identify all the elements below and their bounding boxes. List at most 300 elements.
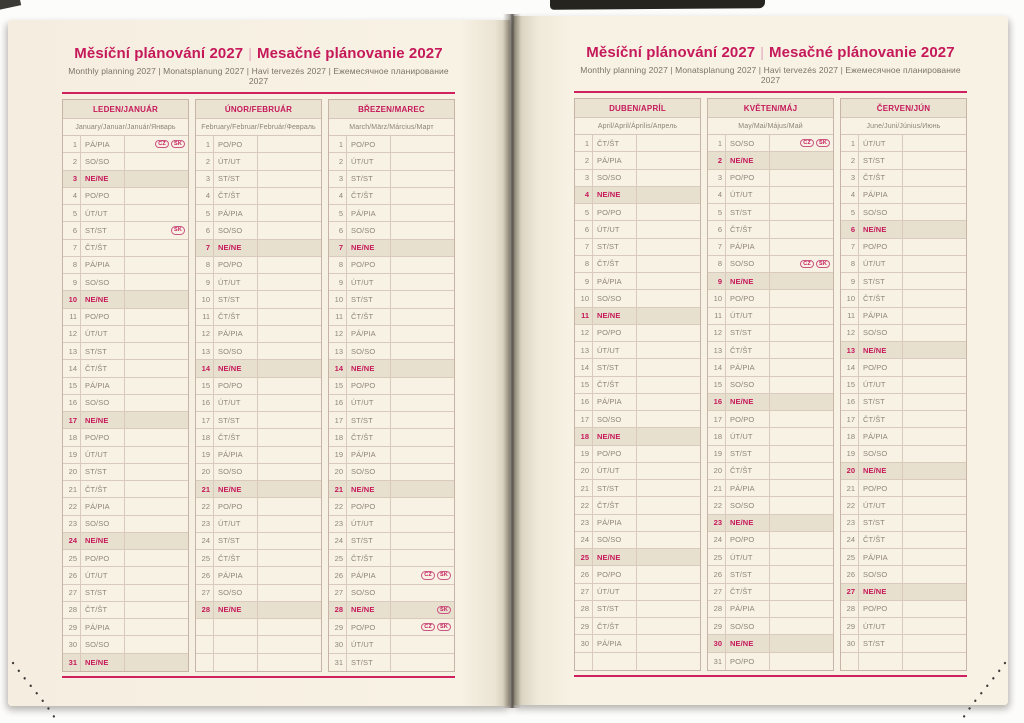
- day-abbr: ÚT/UT: [347, 516, 391, 532]
- page-title: [574, 44, 967, 61]
- day-row: [63, 464, 188, 481]
- day-number: 19: [329, 447, 347, 463]
- day-number: 25: [708, 549, 726, 565]
- day-row: [63, 498, 188, 515]
- notes-cell: [903, 515, 966, 531]
- day-row: [708, 170, 833, 187]
- day-abbr: PÁ/PIA: [859, 308, 903, 324]
- notes-cell: [637, 221, 700, 237]
- notes-cell: [258, 395, 321, 411]
- notes-cell: [391, 654, 454, 671]
- day-number: 20: [575, 463, 593, 479]
- day-number: 22: [63, 498, 81, 514]
- day-abbr: [593, 653, 637, 670]
- notes-cell: [258, 240, 321, 256]
- day-number: 9: [63, 274, 81, 290]
- day-number: 22: [575, 497, 593, 513]
- notes-cell: [903, 359, 966, 375]
- notes-cell: [258, 636, 321, 652]
- day-number: 21: [63, 481, 81, 497]
- day-number: 13: [329, 343, 347, 359]
- day-row: [841, 187, 966, 204]
- notes-cell: [637, 446, 700, 462]
- day-row: [708, 342, 833, 359]
- day-number: 1: [63, 136, 81, 152]
- page-title: [62, 45, 455, 62]
- day-row: [708, 618, 833, 635]
- day-abbr: ČT/ŠT: [214, 309, 258, 325]
- day-number: 2: [841, 152, 859, 168]
- notes-cell: [258, 619, 321, 635]
- day-number: 16: [329, 395, 347, 411]
- day-abbr: SO/SO: [214, 585, 258, 601]
- day-row: [196, 602, 321, 619]
- day-row: [329, 222, 454, 239]
- month-subtitle: March/März/Március/Март: [329, 119, 454, 136]
- day-row: [708, 325, 833, 342]
- day-row: [329, 291, 454, 308]
- day-row: [841, 152, 966, 169]
- day-row: [841, 515, 966, 532]
- day-abbr: SO/SO: [81, 395, 125, 411]
- notes-cell: [770, 446, 833, 462]
- page-subtitle: Monthly planning 2027 | Monatsplanung 2027 | Havi tervezés 2027 | Ежемесячное планирование 2027: [68, 66, 449, 86]
- day-abbr: PO/PO: [81, 309, 125, 325]
- notes-cell: [637, 342, 700, 358]
- month-name: ČERVEN/JÚN: [841, 99, 966, 118]
- day-number: 19: [63, 447, 81, 463]
- day-number: 9: [329, 274, 347, 290]
- day-row: [841, 394, 966, 411]
- day-abbr: PO/PO: [859, 480, 903, 496]
- notes-cell: [637, 480, 700, 496]
- day-abbr: NE/NE: [859, 221, 903, 237]
- day-row: [329, 274, 454, 291]
- notes-cell: [770, 480, 833, 496]
- day-abbr: ÚT/UT: [859, 135, 903, 151]
- day-number: 12: [329, 326, 347, 342]
- notes-cell: [391, 378, 454, 394]
- notes-cell: [391, 360, 454, 376]
- day-row: [329, 326, 454, 343]
- month-subtitle: April/April/Április/Апрель: [575, 118, 700, 135]
- day-row: [575, 428, 700, 445]
- notes-cell: [125, 188, 188, 204]
- notes-cell: [125, 274, 188, 290]
- day-abbr: NE/NE: [859, 342, 903, 358]
- notes-cell: [125, 205, 188, 221]
- notes-cell: [125, 291, 188, 307]
- notes-cell: [125, 654, 188, 671]
- day-row: [575, 497, 700, 514]
- notes-cell: [903, 273, 966, 289]
- day-row: [63, 240, 188, 257]
- notes-cell: [391, 619, 454, 635]
- day-row: [196, 378, 321, 395]
- day-row: [841, 463, 966, 480]
- day-number: 5: [63, 205, 81, 221]
- day-abbr: ST/ST: [214, 171, 258, 187]
- day-number: 18: [329, 429, 347, 445]
- day-number: 27: [196, 585, 214, 601]
- notes-cell: [391, 188, 454, 204]
- month-name: ÚNOR/FEBRUÁR: [196, 100, 321, 119]
- day-row: [329, 429, 454, 446]
- holiday-badge-sk: SK: [171, 226, 185, 235]
- day-abbr: ČT/ŠT: [726, 584, 770, 600]
- day-abbr: PÁ/PIA: [859, 187, 903, 203]
- day-number: 29: [63, 619, 81, 635]
- day-abbr: NE/NE: [593, 308, 637, 324]
- notes-cell: [637, 359, 700, 375]
- day-row: [329, 395, 454, 412]
- day-number: 27: [329, 585, 347, 601]
- day-number: 25: [841, 549, 859, 565]
- day-number: 22: [196, 498, 214, 514]
- day-abbr: PÁ/PIA: [81, 619, 125, 635]
- notes-cell: [258, 378, 321, 394]
- day-abbr: ÚT/UT: [214, 395, 258, 411]
- day-row: [63, 412, 188, 429]
- notes-cell: [903, 428, 966, 444]
- notes-cell: [125, 636, 188, 652]
- day-number: 14: [63, 360, 81, 376]
- day-abbr: ST/ST: [593, 601, 637, 617]
- day-row: [575, 204, 700, 221]
- day-number: 26: [841, 566, 859, 582]
- day-row: [329, 602, 454, 619]
- day-abbr: NE/NE: [726, 152, 770, 168]
- day-number: 7: [575, 239, 593, 255]
- day-abbr: PÁ/PIA: [347, 326, 391, 342]
- month-subtitle: February/Februar/Február/Февраль: [196, 119, 321, 136]
- notes-cell: [125, 343, 188, 359]
- day-number: 27: [63, 585, 81, 601]
- day-number: [841, 653, 859, 670]
- day-number: 22: [841, 497, 859, 513]
- day-abbr: SO/SO: [214, 464, 258, 480]
- notes-cell: [903, 221, 966, 237]
- day-abbr: SO/SO: [593, 290, 637, 306]
- holiday-badge-sk: SK: [171, 140, 185, 149]
- day-number: 18: [196, 429, 214, 445]
- notes-cell: [637, 601, 700, 617]
- day-abbr: SO/SO: [81, 636, 125, 652]
- day-row: [575, 515, 700, 532]
- day-number: 15: [708, 377, 726, 393]
- day-row: [575, 532, 700, 549]
- day-row: [196, 447, 321, 464]
- planner-page-left: [8, 20, 510, 706]
- day-row: [708, 152, 833, 169]
- day-number: 30: [329, 636, 347, 652]
- day-abbr: ST/ST: [214, 412, 258, 428]
- day-abbr: [214, 636, 258, 652]
- notes-cell: [770, 256, 833, 272]
- day-number: 26: [196, 567, 214, 583]
- day-abbr: NE/NE: [347, 602, 391, 618]
- day-row: [196, 171, 321, 188]
- day-number: 6: [841, 221, 859, 237]
- notes-cell: [903, 618, 966, 634]
- day-abbr: NE/NE: [214, 481, 258, 497]
- day-number: 10: [575, 290, 593, 306]
- day-row: [329, 567, 454, 584]
- day-abbr: SO/SO: [347, 343, 391, 359]
- day-number: 30: [708, 635, 726, 651]
- day-abbr: ÚT/UT: [593, 221, 637, 237]
- notes-cell: [637, 618, 700, 634]
- day-number: 17: [329, 412, 347, 428]
- notes-cell: [258, 533, 321, 549]
- day-abbr: ÚT/UT: [726, 549, 770, 565]
- day-row: [575, 463, 700, 480]
- months-grid-right: [574, 98, 967, 671]
- day-number: 11: [575, 308, 593, 324]
- day-row: [841, 170, 966, 187]
- day-number: 1: [708, 135, 726, 151]
- day-row: [196, 274, 321, 291]
- day-row: [329, 240, 454, 257]
- day-number: 18: [708, 428, 726, 444]
- day-row: [841, 325, 966, 342]
- day-row: [196, 567, 321, 584]
- notes-cell: [125, 222, 188, 238]
- day-number: 28: [575, 601, 593, 617]
- day-number: 10: [841, 290, 859, 306]
- day-row: [575, 325, 700, 342]
- day-number: 27: [575, 584, 593, 600]
- notes-cell: [903, 204, 966, 220]
- notes-cell: [770, 152, 833, 168]
- day-abbr: ST/ST: [726, 566, 770, 582]
- day-number: 15: [575, 377, 593, 393]
- day-row: [708, 428, 833, 445]
- day-number: 5: [708, 204, 726, 220]
- day-row: [575, 359, 700, 376]
- day-abbr: PÁ/PIA: [347, 205, 391, 221]
- day-abbr: PO/PO: [347, 619, 391, 635]
- day-abbr: SO/SO: [726, 256, 770, 272]
- day-abbr: NE/NE: [81, 171, 125, 187]
- day-abbr: NE/NE: [347, 240, 391, 256]
- day-number: 28: [841, 601, 859, 617]
- day-number: 8: [575, 256, 593, 272]
- day-number: 11: [841, 308, 859, 324]
- day-abbr: ČT/ŠT: [593, 497, 637, 513]
- day-row: [708, 377, 833, 394]
- notes-cell: [903, 325, 966, 341]
- day-number: 13: [196, 343, 214, 359]
- day-abbr: ÚT/UT: [593, 584, 637, 600]
- day-row: [708, 221, 833, 238]
- day-abbr: SO/SO: [593, 411, 637, 427]
- day-abbr: PO/PO: [726, 170, 770, 186]
- day-row: [329, 533, 454, 550]
- notes-cell: [125, 585, 188, 601]
- day-row: [841, 359, 966, 376]
- day-abbr: ÚT/UT: [81, 326, 125, 342]
- notes-cell: [770, 566, 833, 582]
- day-row: [841, 532, 966, 549]
- notes-cell: [258, 567, 321, 583]
- day-number: 19: [708, 446, 726, 462]
- day-abbr: ÚT/UT: [81, 205, 125, 221]
- notes-cell: [125, 498, 188, 514]
- notes-cell: [258, 205, 321, 221]
- notes-cell: [903, 411, 966, 427]
- notes-cell: [391, 636, 454, 652]
- day-abbr: SO/SO: [81, 274, 125, 290]
- day-abbr: PO/PO: [214, 136, 258, 152]
- day-abbr: PO/PO: [81, 188, 125, 204]
- day-row: [575, 618, 700, 635]
- day-number: 20: [196, 464, 214, 480]
- day-number: 28: [329, 602, 347, 618]
- notes-cell: [770, 342, 833, 358]
- day-row: [841, 584, 966, 601]
- page-title-czech: Měsíční plánování 2027: [74, 45, 244, 62]
- holiday-badge-cz: CZ: [155, 140, 169, 149]
- notes-cell: [770, 273, 833, 289]
- day-number: 30: [63, 636, 81, 652]
- holiday-badge-sk: SK: [816, 260, 830, 269]
- day-row: [196, 343, 321, 360]
- notes-cell: [258, 153, 321, 169]
- notes-cell: [770, 635, 833, 651]
- day-row: [63, 136, 188, 153]
- notes-cell: [125, 447, 188, 463]
- day-number: 23: [575, 515, 593, 531]
- day-abbr: PÁ/PIA: [593, 273, 637, 289]
- day-row: [63, 602, 188, 619]
- notes-cell: [637, 204, 700, 220]
- day-row: [841, 204, 966, 221]
- book-spine: [503, 14, 521, 708]
- day-number: [196, 654, 214, 671]
- notes-cell: [903, 532, 966, 548]
- day-row: [575, 170, 700, 187]
- day-row: [63, 533, 188, 550]
- day-number: 26: [329, 567, 347, 583]
- notes-cell: [125, 171, 188, 187]
- day-abbr: ÚT/UT: [593, 342, 637, 358]
- day-number: 6: [575, 221, 593, 237]
- day-number: 2: [329, 153, 347, 169]
- day-abbr: NE/NE: [81, 412, 125, 428]
- notes-cell: [903, 342, 966, 358]
- page-subtitle: Monthly planning 2027 | Monatsplanung 2027 | Havi tervezés 2027 | Ежемесячное планирование 2027: [580, 65, 961, 85]
- holiday-badge-cz: CZ: [800, 260, 814, 269]
- day-abbr: NE/NE: [593, 549, 637, 565]
- day-row: [196, 412, 321, 429]
- notes-cell: [258, 585, 321, 601]
- day-abbr: ÚT/UT: [347, 274, 391, 290]
- day-abbr: PO/PO: [726, 653, 770, 670]
- day-number: 3: [841, 170, 859, 186]
- day-row: [841, 635, 966, 652]
- notes-cell: [637, 290, 700, 306]
- day-number: 31: [708, 653, 726, 670]
- months-grid-left: [62, 99, 455, 672]
- day-row: [196, 654, 321, 671]
- day-abbr: PÁ/PIA: [347, 567, 391, 583]
- month-grid: [329, 136, 454, 671]
- day-abbr: ST/ST: [593, 480, 637, 496]
- notes-cell: [391, 533, 454, 549]
- holiday-badge-cz: CZ: [800, 139, 814, 148]
- day-row: [841, 135, 966, 152]
- notes-cell: [770, 221, 833, 237]
- day-number: 6: [329, 222, 347, 238]
- notes-cell: [125, 429, 188, 445]
- day-row: [63, 360, 188, 377]
- day-row: [575, 377, 700, 394]
- day-abbr: ČT/ŠT: [726, 463, 770, 479]
- notes-cell: [391, 257, 454, 273]
- day-abbr: ČT/ŠT: [214, 550, 258, 566]
- day-row: [841, 549, 966, 566]
- day-row: [708, 239, 833, 256]
- day-number: 30: [841, 635, 859, 651]
- day-abbr: ČT/ŠT: [859, 290, 903, 306]
- day-number: 24: [575, 532, 593, 548]
- day-number: 9: [196, 274, 214, 290]
- day-abbr: SO/SO: [726, 497, 770, 513]
- day-row: [63, 171, 188, 188]
- day-abbr: SO/SO: [726, 377, 770, 393]
- day-row: [841, 446, 966, 463]
- day-row: [196, 188, 321, 205]
- day-row: [63, 447, 188, 464]
- day-row: [196, 636, 321, 653]
- day-number: 29: [708, 618, 726, 634]
- day-number: 10: [329, 291, 347, 307]
- day-abbr: PO/PO: [81, 429, 125, 445]
- day-number: 16: [196, 395, 214, 411]
- day-row: [575, 653, 700, 670]
- day-number: 29: [329, 619, 347, 635]
- day-abbr: PÁ/PIA: [593, 394, 637, 410]
- day-number: 28: [63, 602, 81, 618]
- notes-cell: [637, 532, 700, 548]
- day-abbr: ČT/ŠT: [81, 481, 125, 497]
- day-row: [841, 601, 966, 618]
- month-may: [707, 98, 834, 671]
- notes-cell: [391, 343, 454, 359]
- day-row: [329, 619, 454, 636]
- day-number: 8: [841, 256, 859, 272]
- day-abbr: PÁ/PIA: [214, 567, 258, 583]
- day-abbr: ST/ST: [347, 654, 391, 671]
- day-row: [329, 205, 454, 222]
- day-number: 3: [708, 170, 726, 186]
- day-number: 19: [196, 447, 214, 463]
- notes-cell: [903, 653, 966, 670]
- month-june: [840, 98, 967, 671]
- day-abbr: ČT/ŠT: [347, 188, 391, 204]
- header-rule: [574, 91, 967, 93]
- notes-cell: [258, 360, 321, 376]
- day-abbr: ÚT/UT: [726, 308, 770, 324]
- notes-cell: [391, 205, 454, 221]
- day-number: [575, 653, 593, 670]
- day-abbr: ST/ST: [347, 291, 391, 307]
- notes-cell: [903, 135, 966, 151]
- day-abbr: PO/PO: [593, 566, 637, 582]
- day-abbr: PÁ/PIA: [81, 257, 125, 273]
- day-number: 18: [841, 428, 859, 444]
